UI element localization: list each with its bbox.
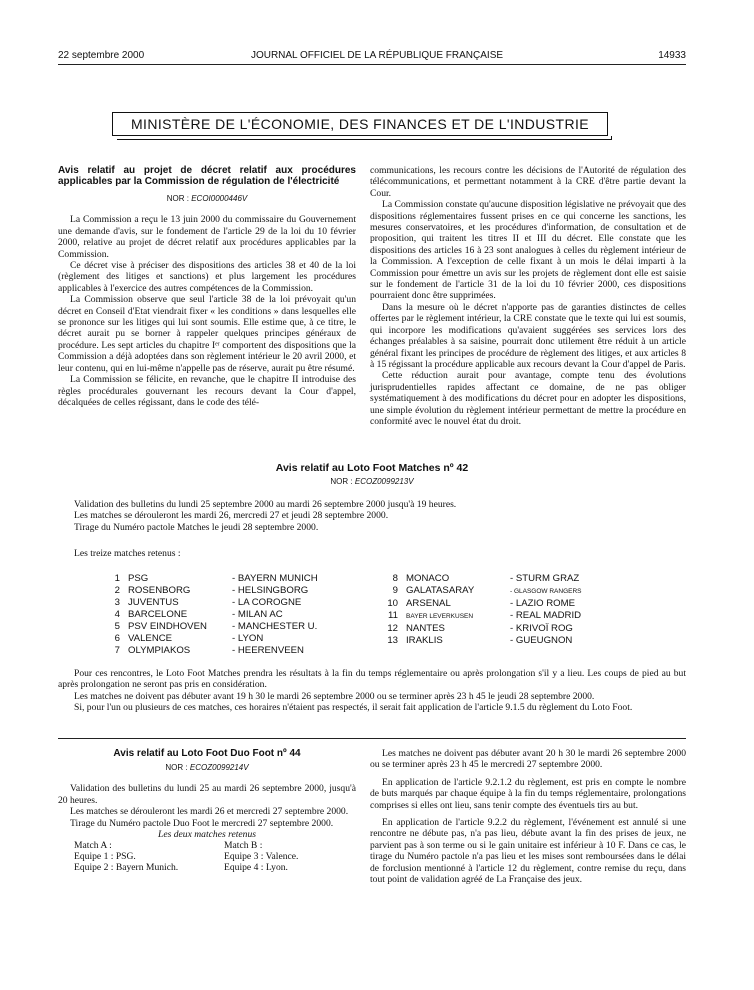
avis3-paragraph: En application de l'article 9.2.1.2 du règlement, est pris en compte le nombre de buts marqués par chaque équipe à la fin du temps réglementaire, prolongations comprises si elles ont lieu, sans tenir compte des éventuels tirs au but.	[370, 776, 686, 811]
match-row	[380, 598, 582, 610]
match-home-team: BAYER LEVERKUSEN	[406, 613, 474, 620]
match-number: 3	[114, 597, 120, 608]
avis1-title: Avis relatif au projet de décret relatif aux procédures applicables par la Commission de régulation de l'électricité	[58, 165, 356, 187]
match-home-team: VALENCE	[128, 633, 173, 644]
match-row	[380, 623, 582, 635]
match-row	[380, 635, 582, 647]
match-a-line: Equipe 2 : Bayern Munich.	[74, 862, 179, 874]
match-away-team: - GLASGOW RANGERS	[510, 588, 582, 595]
avis2-retained-label: Les treize matches retenus :	[74, 548, 181, 559]
avis1-nor	[58, 193, 356, 204]
match-away-team: - BAYERN MUNICH	[232, 573, 318, 584]
avis2-intro-line: Tirage du Numéro pactole Matches le jeudi 28 septembre 2000.	[74, 521, 319, 533]
avis3-nor	[58, 762, 356, 773]
match-row	[380, 585, 582, 598]
avis2-matches-right	[380, 573, 582, 647]
match-number: 13	[387, 635, 398, 646]
match-away-team: - HEERENVEEN	[232, 645, 304, 656]
match-home-team: BARCELONE	[128, 609, 188, 620]
match-home-team: IRAKLIS	[406, 635, 443, 646]
avis2-intro-line: Validation des bulletins du lundi 25 septembre 2000 au mardi 26 septembre 2000 jusqu'à 19 heures.	[74, 499, 457, 510]
match-b-line: Equipe 4 : Lyon.	[224, 862, 288, 874]
match-a-label: Match A :	[74, 840, 112, 852]
avis2-outro	[58, 668, 686, 714]
match-b-label: Match B :	[224, 840, 263, 852]
match-a-line: Equipe 1 : PSG.	[74, 851, 136, 863]
avis3-paragraph: Tirage du Numéro pactole Duo Foot le mercredi 27 septembre 2000.	[70, 817, 334, 829]
match-row	[102, 585, 318, 597]
match-number: 12	[387, 623, 398, 634]
avis2-nor	[58, 477, 686, 486]
match-away-team: - LAZIO ROME	[510, 598, 576, 609]
section-rule	[58, 738, 686, 739]
match-number: 11	[388, 610, 398, 621]
match-row	[102, 621, 318, 633]
avis2-outro-paragraph: Pour ces rencontres, le Loto Foot Matches prendra les résultats à la fin du temps réglementaire ou après prolongation s'il y a lieu. Les coups de pied au but après prolongation ne seront pas pris en considération.	[58, 668, 686, 691]
match-b-line: Equipe 3 : Valence.	[224, 851, 299, 863]
match-row	[102, 609, 318, 621]
ministry-title-box: MINISTÈRE DE L'ÉCONOMIE, DES FINANCES ET DE L'INDUSTRIE	[112, 112, 608, 136]
avis3-paragraph: Validation des bulletins du lundi 25 au mardi 26 septembre 2000, jusqu'à 20 heures.	[58, 783, 356, 806]
avis2-nor-code: ECOZ0099213V	[354, 477, 414, 486]
match-home-team: PSG	[128, 573, 149, 584]
match-home-team: ARSENAL	[406, 598, 451, 609]
avis1-left-column	[58, 165, 356, 408]
avis1-paragraph: Cette réduction aurait pour avantage, compte tenu des évolutions jurisprudentielles rapides affectant ce domaine, de ne pas obliger systématiquement à des modifications du décret pour en adopter les dispositions, une simple évolution du règlement intérieur permettant de mettre la procédure en conformité avec le nouvel état du droit.	[370, 370, 686, 427]
avis3-matches-title: Les deux matches retenus	[158, 829, 256, 841]
header-journal: JOURNAL OFFICIEL DE LA RÉPUBLIQUE FRANÇAISE	[250, 50, 504, 61]
match-away-team: - MANCHESTER U.	[232, 621, 318, 632]
avis3-left-column	[58, 748, 356, 873]
match-home-team: OLYMPIAKOS	[128, 645, 191, 656]
avis3-paragraph: Les matches ne doivent pas débuter avant 20 h 30 le mardi 26 septembre 2000 ou se terminer après 23 h 45 le mercredi 27 septembre 2000.	[370, 748, 686, 771]
match-away-team: - MILAN AC	[232, 609, 283, 620]
avis1-paragraph: La Commission constate qu'aucune disposition législative ne prévoyait que des dispositions réglementaires fussent prises en ce qui concerne les sanctions, les mesures conservatoires, et les procédures d'information, de consultation et de proposition, qui traitent les titres II et III du décret. Elle constate que les dispositions des articles 16 à 23 sont analogues à celles du règlement intérieur de la Commission. A l'exception de celle fixant à un mois le délai imparti à la Commission pour émettre un avis sur les projets de règlement dont elle est saisie sur le fondement de l'article 31 de la loi du 10 février 2000, ces dispositions pourraient donc être supprimées.	[370, 199, 686, 302]
avis1-paragraph: communications, les recours contre les décisions de l'Autorité de régulation des télécommunications, et permettant notamment à la CRE d'être partie devant la Cour.	[370, 165, 686, 199]
avis2-intro-line: Les matches se dérouleront les mardi 26, mercredi 27 et jeudi 28 septembre 2000.	[74, 510, 389, 522]
match-row	[102, 645, 318, 657]
avis1-paragraph: Ce décret vise à préciser des dispositions des articles 38 et 40 de la loi (règlement des litiges et sanctions) et plus largement les procédures applicables à l'exercice des autres compétences de la Commission.	[58, 260, 356, 294]
match-home-team: MONACO	[406, 573, 450, 584]
avis1-paragraph: La Commission observe que seul l'article 38 de la loi prévoyait qu'un décret en Conseil d'Etat viendrait fixer « les conditions » dans lesquelles elle se prononce sur les litiges qui lui sont soumis. Elle estime que, à ce titre, le décret aurait pu se borner à rappeler quelques principes généraux de procédure. Les sept articles du chapitre Iᵉʳ comportent des dispositions que la Commission a déjà adoptées dans son règlement intérieur le 20 avril 2000, et leur contenu, qui en lui-même n'appelle pas de réserve, aurait pu être résumé.	[58, 294, 356, 374]
match-row	[380, 573, 582, 585]
match-number: 1	[114, 573, 120, 584]
header-rule	[58, 64, 686, 65]
match-number: 2	[114, 585, 120, 596]
avis2-outro-paragraph: Si, pour l'un ou plusieurs de ces matches, ces horaires n'étaient pas respectés, il serait fait application de l'article 9.1.5 du règlement du Loto Foot.	[74, 702, 633, 714]
match-away-team: - LA COROGNE	[232, 597, 302, 608]
avis3-paragraph: En application de l'article 9.2.2 du règlement, l'événement est annulé si une rencontre ne débute pas, n'a pas lieu, débute avant la fin des prises de jeux, ne parvient pas à son terme ou si le gain unitaire est inférieur à 10 F. Dans ce cas, le tirage du Numéro pactole n'a pas lieu et les mises sont remboursées dans le délai de forclusion mentionné à l'article 12 du règlement, contre remise du reçu, dans tout point de validation agréé de La Française des jeux.	[370, 817, 686, 886]
match-away-team: - STURM GRAZ	[510, 573, 580, 584]
avis2-nor-label: NOR :	[330, 477, 353, 486]
avis3-right-column	[370, 748, 686, 885]
avis1-paragraph: La Commission a reçu le 13 juin 2000 du commissaire du Gouvernement une demande d'avis, sur le fondement de l'article 29 de la loi du 10 février 2000, relative au projet de décret relatif aux procédures applicables par la Commission.	[58, 214, 356, 260]
match-away-team: - KRIVOÏ ROG	[510, 623, 573, 634]
avis1-paragraph: Dans la mesure où le décret n'apporte pas de garanties distinctes de celles offertes par le règlement intérieur, la CRE constate que le texte qui lui est soumis, qui incorpore les modifications qu'avaient suggérées ses services lors des échanges préalables à sa saisine, pourrait donc utilement être réduit à un article général fixant les principes de procédure de règlement des litiges, et aux articles 8 à 15 régissant la procédure applicable aux recours devant la Cour d'appel de Paris.	[370, 301, 686, 370]
avis3-nor-code: ECOZ0099214V	[189, 763, 249, 772]
match-home-team: ROSENBORG	[128, 585, 191, 596]
header-page-number: 14933	[658, 50, 686, 61]
match-home-team: NANTES	[406, 623, 445, 634]
avis2-matches-left	[102, 573, 318, 657]
avis1-paragraph: La Commission se félicite, en revanche, que le chapitre II introduise des règles procédurales gouvernant les recours devant la Cour d'appel, décalquées de celles régissant, dans le code des télé-	[58, 374, 356, 408]
match-number: 10	[387, 598, 398, 609]
match-number: 4	[114, 609, 120, 620]
match-away-team: - HELSINGBORG	[232, 585, 309, 596]
match-away-team: - REAL MADRID	[510, 610, 582, 621]
match-number: 8	[392, 573, 398, 584]
avis3-nor-label: NOR :	[165, 763, 188, 772]
match-away-team: - GUEUGNON	[510, 635, 573, 646]
match-home-team: PSV EINDHOVEN	[128, 621, 207, 632]
match-row	[380, 610, 582, 623]
match-home-team: JUVENTUS	[128, 597, 179, 608]
avis2-retained-label-wrap	[58, 548, 686, 559]
header-date: 22 septembre 2000	[58, 50, 145, 61]
avis2-intro	[58, 499, 686, 533]
avis1-nor-label: NOR :	[166, 194, 189, 203]
avis2-outro-paragraph: Les matches ne doivent pas débuter avant 19 h 30 le mardi 26 septembre 2000 ou se terminer après 23 h 45 le jeudi 28 septembre 2000.	[74, 690, 595, 702]
avis1-right-column	[370, 165, 686, 427]
match-number: 6	[114, 633, 120, 644]
match-number: 5	[114, 621, 120, 632]
match-row	[102, 573, 318, 585]
match-row	[102, 597, 318, 609]
match-number: 9	[392, 585, 398, 596]
avis1-nor-code: ECOI0000446V	[191, 194, 248, 203]
avis2-title: Avis relatif au Loto Foot Matches nº 42	[275, 462, 469, 474]
match-home-team: GALATASARAY	[406, 585, 475, 596]
avis3-title: Avis relatif au Loto Foot Duo Foot nº 44	[113, 748, 301, 759]
avis3-matches-table	[58, 840, 356, 873]
match-row	[102, 633, 318, 645]
match-away-team: - LYON	[232, 633, 264, 644]
avis3-paragraph: Les matches se dérouleront les mardi 26 et mercredi 27 septembre 2000.	[70, 806, 349, 818]
match-number: 7	[114, 645, 120, 656]
